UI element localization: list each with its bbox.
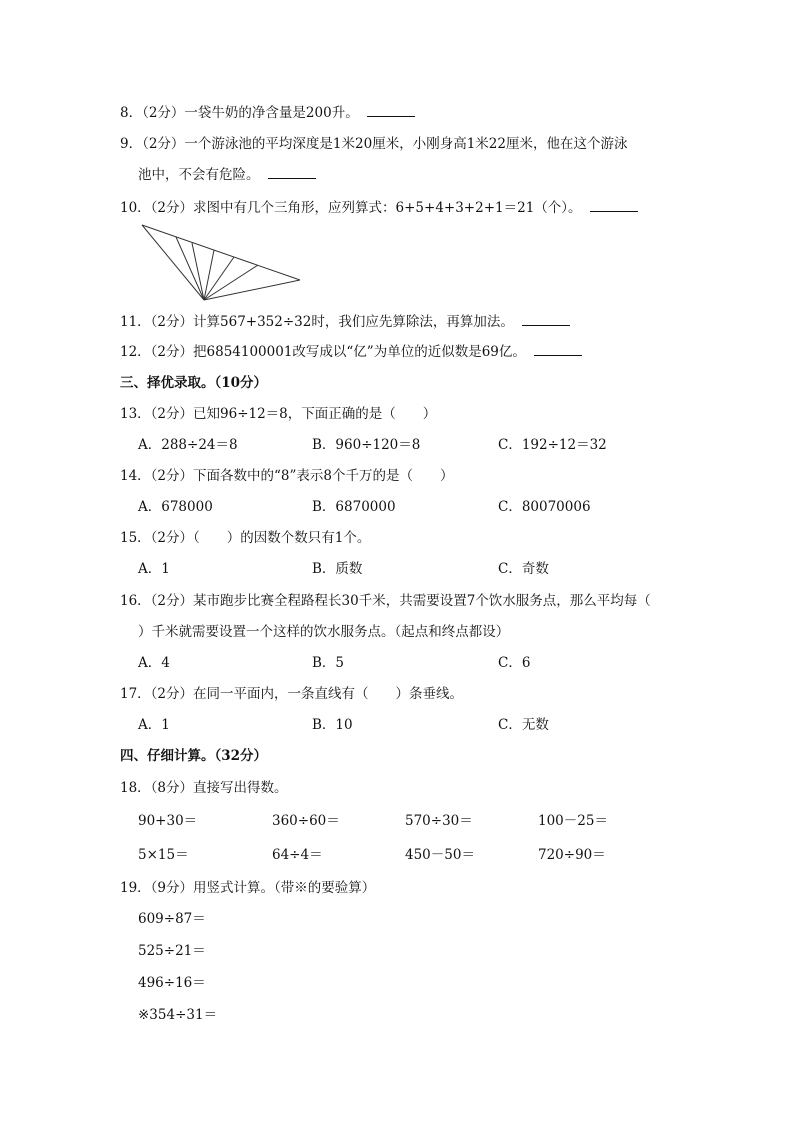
option-14-b[interactable]: B．6870000 <box>312 499 396 515</box>
section-3-title: 三、择优录取。（10分） <box>120 375 268 391</box>
calc-item: 5×15＝ <box>138 847 189 863</box>
option-17-c[interactable]: C．无数 <box>498 717 549 733</box>
question-15-text: 15．（2分）（ ）的因数个数只有1个。 <box>120 530 371 546</box>
vertical-calc-item: ※354÷31＝ <box>138 1007 218 1023</box>
question-10 <box>120 199 638 217</box>
option-15-b[interactable]: B．质数 <box>312 561 363 577</box>
figure-ray-1 <box>176 237 204 300</box>
question-13-text: 13．（2分）已知96÷12＝8，下面正确的是（ ） <box>120 406 437 422</box>
option-13-a[interactable]: A．288÷24＝8 <box>138 437 238 453</box>
question-16-line1: 16．（2分）某市跑步比赛全程路程长30千米，共需要设置7个饮水服务点，那么平均每（ <box>120 593 651 609</box>
question-9-line2: 池中，不会有危险。 <box>138 167 260 183</box>
question-9-line1: 9．（2分）一个游泳池的平均深度是1米20厘米，小刚身高1米22厘米，他在这个游泳 <box>120 136 628 152</box>
triangle-figure <box>140 222 305 304</box>
figure-top-edge <box>142 225 300 280</box>
calc-item: 90+30＝ <box>138 813 198 829</box>
option-14-a[interactable]: A．678000 <box>138 499 213 515</box>
calc-item: 100－25＝ <box>538 813 608 829</box>
question-9 <box>138 166 316 184</box>
option-16-a[interactable]: A．4 <box>138 655 170 671</box>
option-13-b[interactable]: B．960÷120＝8 <box>312 437 421 453</box>
option-14-c[interactable]: C．80070006 <box>498 499 591 515</box>
vertical-calc-item: 525÷21＝ <box>138 943 206 959</box>
question-8-text: 8．（2分）一袋牛奶的净含量是200升。 <box>120 105 359 121</box>
question-11-text: 11．（2分）计算567+352÷32时，我们应先算除法，再算加法。 <box>120 314 514 330</box>
option-13-c[interactable]: C．192÷12＝32 <box>498 437 607 453</box>
answer-blank-8[interactable] <box>367 104 415 117</box>
question-11 <box>120 313 570 331</box>
calc-item: 360÷60＝ <box>272 813 340 829</box>
answer-blank-10[interactable] <box>590 199 638 212</box>
answer-blank-11[interactable] <box>522 313 570 326</box>
question-12-text: 12．（2分）把6854100001改写成以“亿”为单位的近似数是69亿。 <box>120 344 526 360</box>
option-16-b[interactable]: B．5 <box>312 655 345 671</box>
calc-item: 570÷30＝ <box>405 813 473 829</box>
section-4-title: 四、仔细计算。（32分） <box>120 748 268 764</box>
question-17-text: 17．（2分）在同一平面内，一条直线有（ ）条垂线。 <box>120 686 464 702</box>
answer-blank-9[interactable] <box>268 166 316 179</box>
calc-item: 450－50＝ <box>405 847 475 863</box>
vertical-calc-item: 496÷16＝ <box>138 975 206 991</box>
question-14-text: 14．（2分）下面各数中的“8”表示8个千万的是（ ） <box>120 468 454 484</box>
figure-bottom-edge <box>204 280 300 300</box>
answer-blank-12[interactable] <box>534 343 582 356</box>
question-19-text: 19．（9分）用竖式计算。（带※的要验算） <box>120 880 376 896</box>
calc-item: 64÷4＝ <box>272 847 323 863</box>
question-16-line2: ）千米就需要设置一个这样的饮水服务点。（起点和终点都设） <box>138 624 510 640</box>
option-16-c[interactable]: C．6 <box>498 655 531 671</box>
option-15-a[interactable]: A．1 <box>138 561 170 577</box>
question-10-text: 10．（2分）求图中有几个三角形，应列算式：6+5+4+3+2+1＝21（个）。 <box>120 200 582 216</box>
question-18-text: 18．（8分）直接写出得数。 <box>120 780 288 796</box>
calc-item: 720÷90＝ <box>538 847 606 863</box>
option-17-a[interactable]: A．1 <box>138 717 170 733</box>
option-17-b[interactable]: B．10 <box>312 717 353 733</box>
question-12 <box>120 343 582 361</box>
vertical-calc-item: 609÷87＝ <box>138 911 206 927</box>
question-8 <box>120 104 415 122</box>
option-15-c[interactable]: C．奇数 <box>498 561 549 577</box>
figure-ray-2 <box>192 243 204 300</box>
